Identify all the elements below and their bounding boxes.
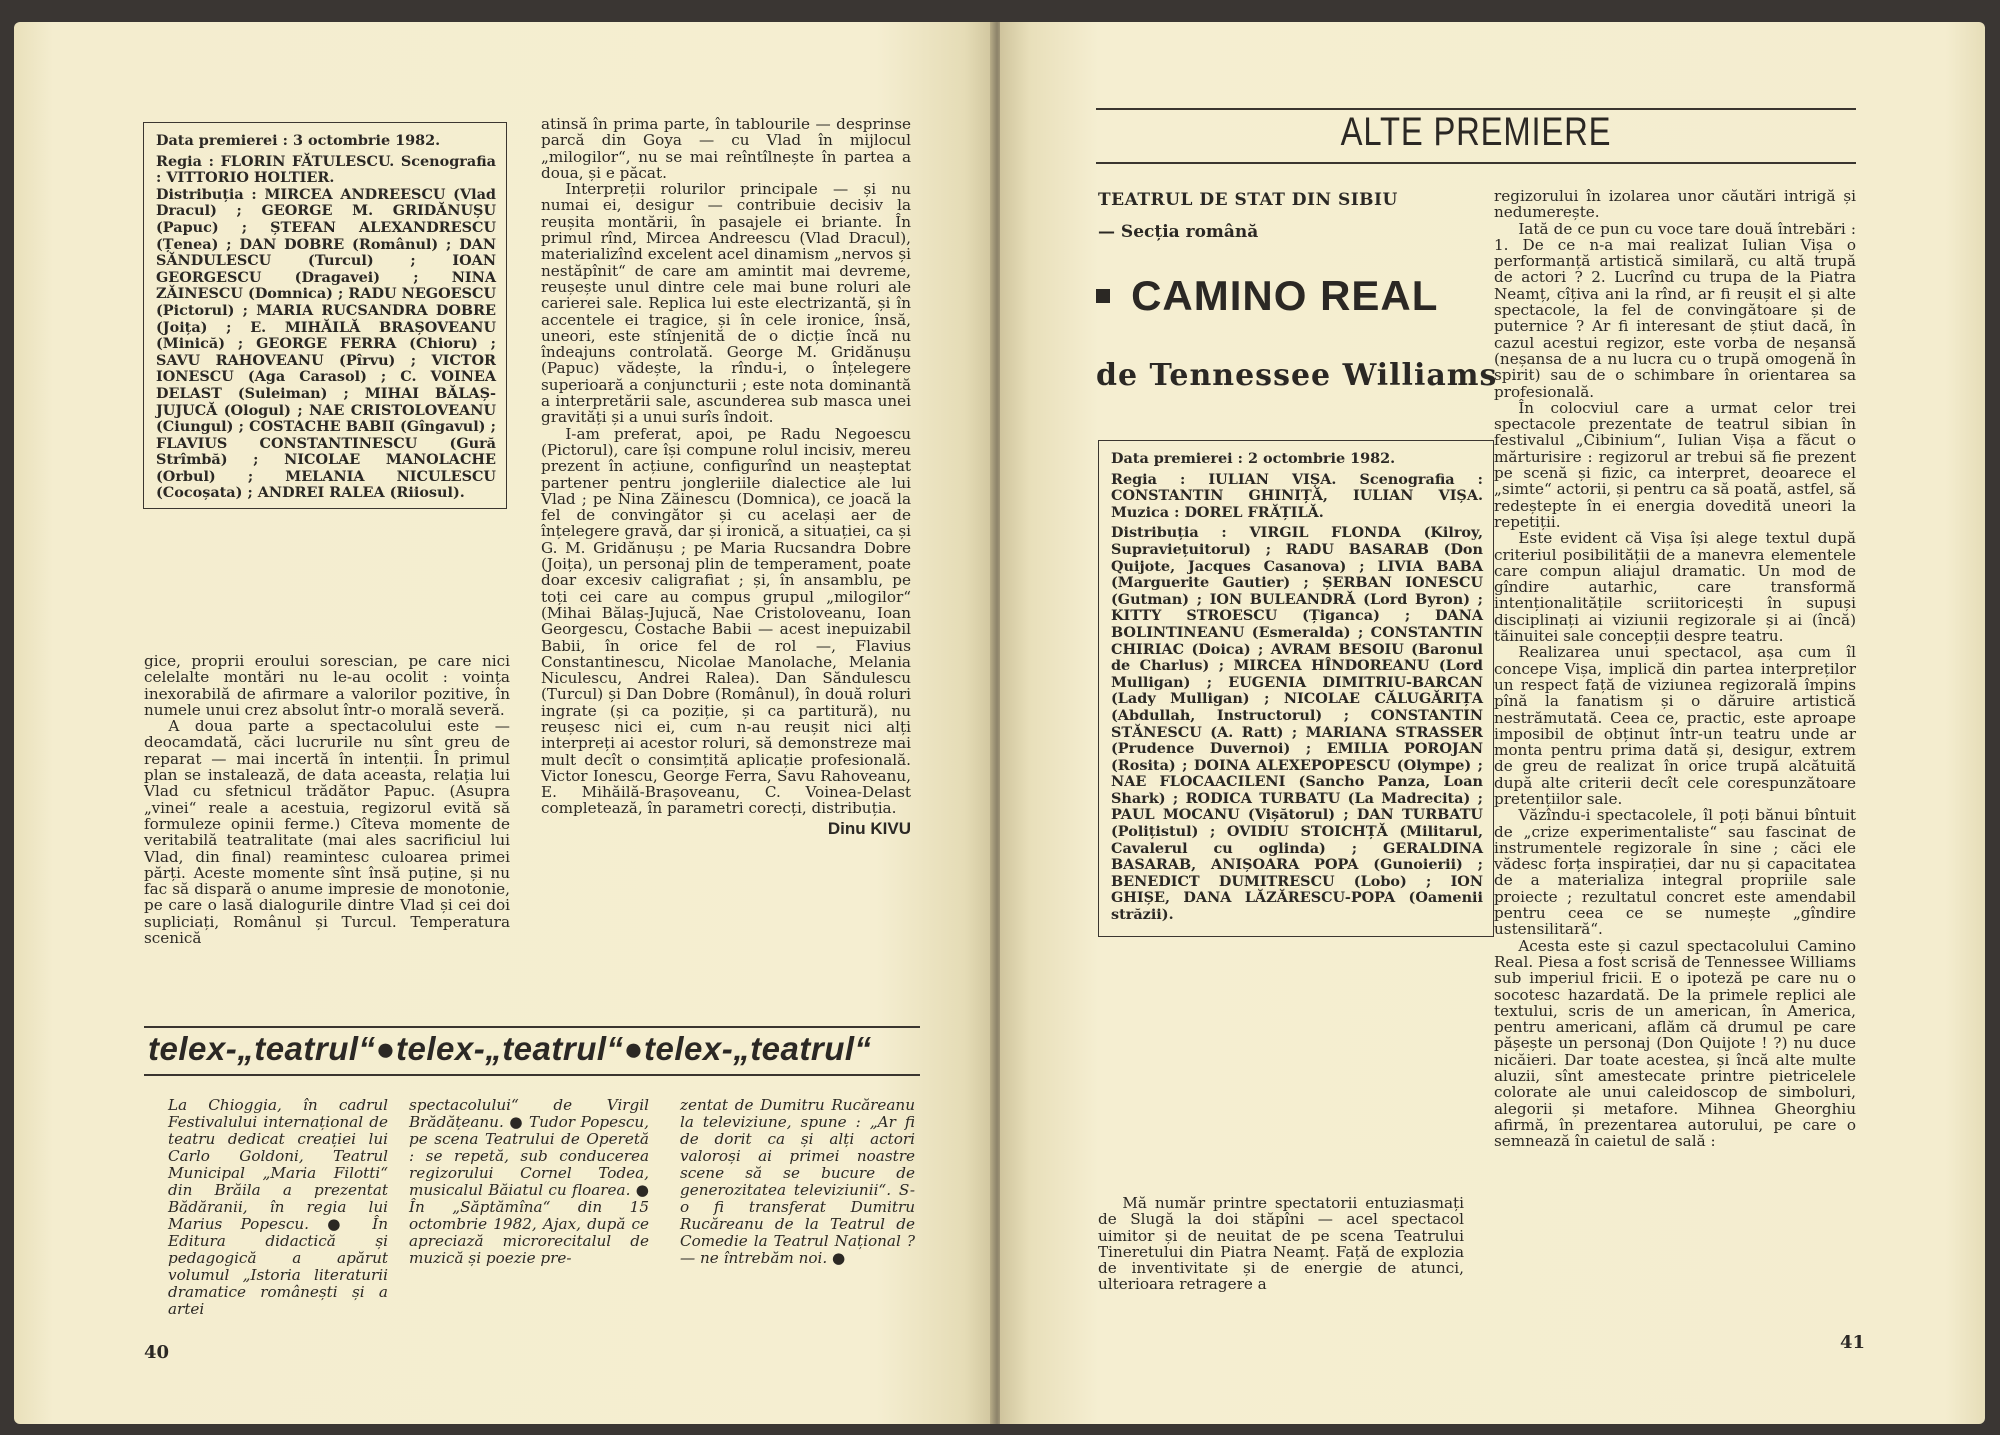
credits-box-right	[1098, 440, 1494, 937]
paragraph: Acesta este și cazul spectacolului Camino Real. Piesa a fost scrisă de Tennessee Williams sub imperiul fricii. E o ipoteză pe care nu o socotesc hazardată. De la primele replici ale textului, scris de un american, în America, pentru americani, aflăm că drumul pe care pășește un personaj (Don Quijote ! ?) nu duce nicăieri. Dar toate acestea, și încă alte multe aluzii, sînt amestecate printre pietricelele colorate ale unui caleidoscop de simboluri, alegorii și metafore. Mihnea Gheorghiu afirmă, în prezentarea autorului, pe care o semnează în caietul de sală :	[1494, 936, 1856, 1151]
cast-list: Distribuția : MIRCEA ANDREESCU (Vlad Dracul) ; GEORGE M. GRIDĂNUȘU (Papuc) ; ȘTEFAN ALEXANDRESCU (Țenea) ; DAN DOBRE (Românul) ; DAN SĂNDULESCU (Turcul) ; IOAN GEORGESCU (Dragavei) ; NINA ZĂINESCU (Domnica) ; RADU NEGOESCU (Pictorul) ; MARIA RUCSANDRA DOBRE (Joița) ; E. MIHĂILĂ BRAȘOVEANU (Minică) ; GEORGE FERRA (Chioru) ; SAVU RAHOVEANU (Pîrvu) ; VICTOR IONESCU (Aga Carasol) ; C. VOINEA DELAST (Suleiman) ; MIHAI BĂLAȘ-JUJUCĂ (Ologul) ; NAE CRISTOLOVEANU (Ciungul) ; COSTACHE BABII (Gîngavul) ; FLAVIUS CONSTANTINESCU (Gură Strîmbă) ; NICOLAE MANOLACHE (Orbul) ; MELANIA NICULESCU (Cocoșata) ; ANDREI RALEA (Riiosul).	[156, 185, 496, 502]
bullet-square-icon	[1096, 289, 1110, 303]
paragraph: Văzîndu-i spectacolele, îl poți bănui bîntuit de „crize experimentaliste“ sau fascinat de instrumentele regizorale în sine ; căci ele vădesc forța inspirației, dar nu și capacitatea de a materializa integral propriile sale proiecte ; rezultatul concret este amendabil pentru ceea ce se numește „gîndire ustensilitară“.	[1494, 806, 1856, 939]
premiere-date: Data premierei : 2 octombrie 1982.	[1111, 450, 1396, 467]
production-staff: Regia : IULIAN VIȘA. Scenografia : CONSTANTIN GHINIȚĂ, IULIAN VIȘA. Muzica : DOREL FRĂȚILĂ.	[1111, 470, 1483, 521]
theatre-name: TEATRUL DE STAT DIN SIBIU	[1098, 190, 1398, 210]
play-title-row	[1096, 272, 1438, 320]
telex-bottom-rule	[144, 1074, 920, 1076]
paragraph: gice, proprii eroului sorescian, pe care nici celelalte montări nu le-au ocolit : voința inexorabilă de afirmare a valorilor pozitive, în numele unui crez absolut într-o morală severă.	[144, 652, 510, 719]
paragraph: În colocviul care a urmat celor trei spectacole prezentate de teatrul sibian în festivalul „Cibinium“, Iulian Vișa a făcut o mărturisire : regizorul ar trebui să fie prezent pe scenă și fizic, ca interpret, deoarece el „simte“ actorii, și pentru ca să poată, astfel, să redeștepte în ei energia dovedită uneori la repetiții.	[1494, 398, 1856, 531]
play-title: CAMINO REAL	[1131, 272, 1439, 319]
production-staff: Regia : FLORIN FĂTULESCU. Scenografia : VITTORIO HOLTIER.	[156, 152, 496, 187]
right-column-2	[1494, 188, 1856, 1150]
paragraph: atinsă în prima parte, în tablourile — desprinse parcă din Goya — cu Vlad în mijlocul „milogilor“, nu se mai reîntîlnește în partea a doua, și e păcat.	[541, 115, 911, 182]
page-number-left: 40	[144, 1342, 170, 1363]
paragraph: regizorului în izolarea unor căutări intrigă și nedumerește.	[1494, 187, 1856, 222]
paragraph: Este evident că Vișa își alege textul după criteriul posibilității de a manevra elementele care compun aliajul dramatic. Un mod de gîndire autarhic, care transformă intenționalitățile scriitoricești în supuși disciplinați ai viziunii regizorale și ai (încă) tăinuitei sale concepții despre teatru.	[1494, 529, 1856, 646]
theatre-section: — Secția română	[1098, 222, 1259, 242]
section-title-bottom-rule	[1096, 162, 1856, 164]
left-column-2	[541, 116, 911, 837]
telex-banner: telex-„teatrul“●telex-„teatrul“●telex-„teatrul“	[148, 1030, 872, 1067]
left-column-1	[144, 653, 510, 946]
section-title: ALTE PREMIERE	[1340, 110, 1612, 154]
premiere-date: Data premierei : 3 octombrie 1982.	[156, 132, 441, 149]
paragraph: Iată de ce pun cu voce tare două întrebări : 1. De ce n-a mai realizat Iulian Vișa o performanță artistică similară, cu altă trupă de actori ? 2. Lucrînd cu trupa de la Piatra Neamț, cîțiva ani la rînd, ar fi reușit el și alte spectacole, la fel de convingătoare și de puternice ? Ar fi interesant de știut dacă, în cazul acestui regizor, este vorba de neșansă (neșansa de a nu lucra cu o trupă omogenă în spirit) sau de o schimbare în orientarea sa profesională.	[1494, 219, 1856, 401]
article-signature: Dinu KIVU	[827, 818, 911, 838]
cast-list: Distribuția : VIRGIL FLONDA (Kilroy, Supraviețuitorul) ; RADU BASARAB (Don Quijote, Jacques Casanova) ; LIVIA BABA (Marguerite Gautier) ; ȘERBAN IONESCU (Gutman) ; ION BULEANDRĂ (Lord Byron) ; KITTY STROESCU (Țiganca) ; DANA BOLINTINEANU (Esmeralda) ; CONSTANTIN CHIRIAC (Doica) ; AVRAM BESOIU (Baronul de Charlus) ; MIRCEA HÎNDOREANU (Lord Mulligan) ; EUGENIA DIMITRIU-BARCAN (Lady Mulligan) ; NICOLAE CĂLUGĂRIȚA (Abdullah, Instructorul) ; CONSTANTIN STĂNESCU (A. Ratt) ; MARIANA STRASSER (Prudence Duvernoi) ; EMILIA POROJAN (Rosita) ; DOINA ALEXEPOPESCU (Olympe) ; NAE FLOCAACILENI (Sancho Panza, Loan Shark) ; RODICA TURBATU (La Madrecita) ; PAUL MOCANU (Vișătorul) ; DAN TURBATU (Polițistul) ; OVIDIU STOICHȚĂ (Militarul, Cavalerul cu oglinda) ; GERALDINA BASARAB, ANIȘOARA POPA (Gunoierii) ; BENEDICT DUMITRESCU (Lobo) ; ION GHIȘE, DANA LĂZĂRESCU-POPA (Oamenii străzii).	[1111, 524, 1483, 924]
paragraph: A doua parte a spectacolului este — deocamdată, căci lucrurile nu sînt greu de reparat — mai incertă în intenții. În primul plan se instalează, de data aceasta, relația lui Vlad cu sfetnicul trădător Papuc. (Asupra „vinei“ reale a acestuia, regizorul evită să formuleze opinii ferme.) Cîteva momente de veritabilă teatralitate (mai ales sacrificiul lui Vlad, din final) reamintesc culoarea primei părți. Aceste momente sînt însă puține, și nu fac să dispară o anume impresie de monotonie, pe care o lasă dialogurile dintre Vlad și cei doi supliciați, Românul și Turcul. Temperatura scenică	[144, 717, 510, 948]
telex-column-1: La Chioggia, în cadrul Festivalului internațional de teatru dedicat creației lui Carlo Goldoni, Teatrul Municipal „Maria Filotti“ din Brăila a prezentat Bădăranii, în regia lui Marius Popescu. ● În Editura didactică și pedagogică a apărut volumul „Istoria literaturii dramatice românești și a artei	[168, 1096, 388, 1318]
right-column-1	[1098, 1195, 1464, 1293]
credits-box-left	[143, 122, 507, 509]
play-author: de Tennessee Williams	[1096, 358, 1498, 393]
telex-column-2: spectacolului“ de Virgil Brădățeanu. ● Tudor Popescu, pe scena Teatrului de Operetă : se repetă, sub conducerea regizorului Cornel Todea, musicalul Băiatul cu floarea. ● În „Săptămîna“ din 15 octombrie 1982, Ajax, după ce apreciază microrecitalul de muzică și poezie pre-	[409, 1096, 649, 1267]
paragraph: I-am preferat, apoi, pe Radu Negoescu (Pictorul), care își compune rolul incisiv, mereu prezent în acțiune, configurînd un neașteptat partener pentru jongleriile dialectice ale lui Vlad ; pe Nina Zăinescu (Domnica), ce joacă la fel de convingător și cu același aer de înțelegere gravă, dar și ironică, a situației, ca și G. M. Gridănușu ; pe Maria Rucsandra Dobre (Joița), un personaj plin de temperament, poate doar excesiv caligrafiat ; și, în ansamblu, pe toți cei care au compus grupul „milogilor“ (Mihai Bălaș-Jujucă, Nae Cristoloveanu, Ioan Georgescu, Costache Babii — acest inepuizabil Babii, în orice fel de rol —, Flavius Constantinescu, Nicolae Manolache, Melania Niculescu, Andrei Ralea). Dan Săndulescu (Turcul) și Dan Dobre (Românul), în două roluri ingrate (și ca poziție, și ca partitură), nu reușesc nici ei, cum n-au reușit nici alți interpreți ai acestor roluri, să demonstreze mai mult decît o consimțită aplicație profesională. Victor Ionescu, George Ferra, Savu Rahoveanu, E. Mihăilă-Brașoveanu, C. Voinea-Delast completează, în parametri corecți, distribuția.	[541, 424, 911, 818]
page-number-right: 41	[1840, 1332, 1866, 1353]
paragraph: Interpreții rolurilor principale — și nu numai ei, desigur — contribuie decisiv la reușita montării, în pasajele ei briante. În primul rînd, Mircea Andreescu (Vlad Dracul), materializînd excelent acel dinamism „nervos și nestăpînit“ de care am amintit mai devreme, reușește unul dintre cele mai bune roluri ale carierei sale. Replica lui este electrizantă, și în accentele ei tragice, și în cele ironice, însă, uneori, este stînjenită de o dicție încă nu îndeajuns controlată. George M. Gridănușu (Papuc) vădește, la rîndu-i, o înțelegere superioară a conjuncturii ; este nota dominantă a interpretării sale, ascunderea sub masca unei gravități și a unui surîs îndoit.	[541, 180, 911, 427]
paragraph: Realizarea unui spectacol, așa cum îl concepe Vișa, implică din partea interpreților un respect față de viziunea regizorală împins pînă la fanatism și o dăruire artistică nestrămutată. Ceea ce, practic, este aproape imposibil de obținut într-un teatru unde ar monta pentru prima dată și, desigur, extrem de greu de realizat în orice trupă alcătuită după alte criterii decît cele corespunzătoare pretențiilor sale.	[1494, 643, 1856, 808]
paragraph: Mă număr printre spectatorii entuziasmați de Slugă la doi stăpîni — acel spectacol uimitor și de neuitat de pe scena Teatrului Tineretului din Piatra Neamț. Față de explozia de inventivitate și de energie de atunci, ulterioara retragere a	[1098, 1194, 1464, 1294]
telex-top-rule	[144, 1026, 920, 1028]
telex-column-3: zentat de Dumitru Rucăreanu la televiziune, spune : „Ar fi de dorit ca și alți actori valoroși ai primei noastre scene să se bucure de generozitatea televiziunii“. S-o fi transferat Dumitru Rucăreanu de la Teatrul de Comedie la Teatrul Național ? — ne întrebăm noi. ●	[680, 1096, 915, 1267]
